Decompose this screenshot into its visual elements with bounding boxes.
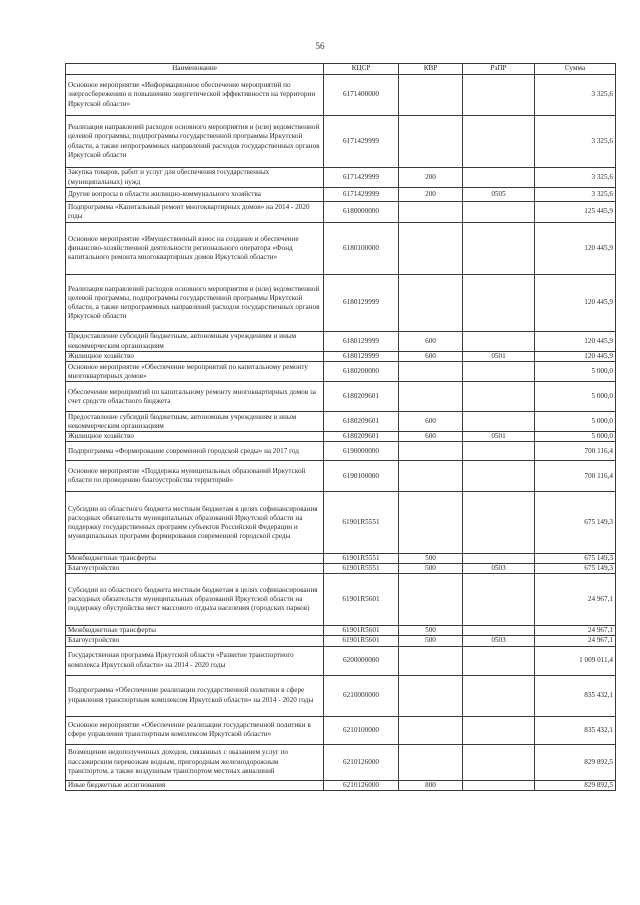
row-kvr [399,716,463,744]
row-name: Межбюджетные трансферты [66,554,324,564]
table-row [66,780,616,790]
row-kcsr: 6210126000 [324,780,399,790]
row-name: Субсидии из областного бюджета местным бюджетам в целях софинансирования расходных обязательств муниципальных образований Иркутской области на поддержку государственных программ субъектов Российской Федерации и муниципальных программ формирования современной городской среды [66,492,324,554]
row-kvr [399,275,463,332]
row-rzpr: 0501 [463,432,535,442]
row-sum: 829 892,5 [535,780,616,790]
row-sum: 700 116,4 [535,461,616,492]
row-kvr: 600 [399,432,463,442]
row-kcsr: 6180129999 [324,332,399,352]
row-rzpr [463,554,535,564]
row-kvr [399,202,463,223]
row-rzpr [463,744,535,780]
row-kvr: 500 [399,636,463,646]
row-kcsr: 6180200000 [324,362,399,382]
row-rzpr [463,362,535,382]
row-name: Основное мероприятие «Имущественный взнос на создание и обеспечение финансово-хозяйственной деятельности регионального оператора «Фонд капитального ремонта многоквартирных домов Иркутской области» [66,223,324,275]
row-name: Подпрограмма «Формирование современной городской среды» на 2017 год [66,442,324,461]
row-kcsr: 6180100000 [324,223,399,275]
table-row [66,716,616,744]
row-rzpr [463,75,535,116]
table-row [66,744,616,780]
row-sum: 3 325,6 [535,168,616,188]
table-row [66,352,616,362]
table-row [66,554,616,564]
row-rzpr [463,275,535,332]
row-sum: 829 892,5 [535,744,616,780]
row-kvr [399,646,463,675]
row-kcsr: 61901R5601 [324,626,399,636]
row-sum: 120 445,9 [535,223,616,275]
row-rzpr [463,646,535,675]
row-kvr: 200 [399,168,463,188]
row-rzpr: 0505 [463,188,535,202]
row-kcsr: 61901R5551 [324,564,399,574]
row-kvr [399,75,463,116]
row-sum: 675 149,3 [535,564,616,574]
row-sum: 5 000,0 [535,362,616,382]
table-row [66,382,616,412]
row-kvr [399,492,463,554]
row-rzpr [463,492,535,554]
row-kcsr: 6180209601 [324,432,399,442]
row-name: Реализация направлений расходов основного мероприятия и (или) ведомственной целевой программы, подпрограммы государственной программы Иркутской области, а также непрограммных направлений расходов государственных органов Иркутской области [66,275,324,332]
row-name: Жилищное хозяйство [66,352,324,362]
row-name: Государственная программа Иркутской области «Развитие транспортного комплекса Иркутской области» на 2014 - 2020 годы [66,646,324,675]
row-sum: 120 445,9 [535,275,616,332]
row-name: Основное мероприятие «Поддержка муниципальных образований Иркутской области по проведению благоустройства территорий» [66,461,324,492]
table-row [66,168,616,188]
row-sum: 5 000,0 [535,382,616,412]
row-rzpr [463,442,535,461]
table-row [66,564,616,574]
table-row [66,188,616,202]
row-sum: 125 445,9 [535,202,616,223]
row-kcsr: 61901R5551 [324,492,399,554]
row-kvr [399,362,463,382]
row-kvr [399,461,463,492]
row-name: Иные бюджетные ассигнования [66,780,324,790]
row-kcsr: 61901R5601 [324,636,399,646]
table-row [66,275,616,332]
row-sum: 120 445,9 [535,332,616,352]
table-row [66,442,616,461]
table-row [66,636,616,646]
row-kcsr: 6180129999 [324,352,399,362]
row-kcsr: 6180209601 [324,412,399,432]
row-rzpr: 0503 [463,564,535,574]
row-rzpr [463,382,535,412]
row-rzpr [463,116,535,168]
row-name: Закупка товаров, работ и услуг для обеспечения государственных (муниципальных) нужд [66,168,324,188]
table-row [66,202,616,223]
row-name: Основное мероприятие «Информационное обеспечение мероприятий по энергосбережению и повышению энергетической эффективности на территории Иркутской области» [66,75,324,116]
header-rzpr: РзПР [463,64,535,75]
row-rzpr [463,675,535,716]
row-kcsr: 6210000000 [324,675,399,716]
row-kvr [399,442,463,461]
row-kcsr: 61901R5601 [324,574,399,626]
table-row [66,626,616,636]
row-sum: 3 325,6 [535,75,616,116]
table-row [66,362,616,382]
table-header-row [66,64,616,75]
row-kcsr: 6180000000 [324,202,399,223]
row-sum: 5 000,0 [535,412,616,432]
row-rzpr [463,332,535,352]
row-rzpr: 0501 [463,352,535,362]
table-row [66,675,616,716]
row-name: Благоустройство [66,636,324,646]
table-row [66,646,616,675]
table-body [66,75,616,791]
row-sum: 24 967,1 [535,626,616,636]
table-row [66,432,616,442]
page-number: 56 [315,41,325,51]
row-rzpr [463,168,535,188]
header-kvr: КВР [399,64,463,75]
table-row [66,412,616,432]
row-rzpr: 0503 [463,636,535,646]
row-kvr: 500 [399,554,463,564]
table-row [66,223,616,275]
row-sum: 24 967,1 [535,574,616,626]
row-rzpr [463,412,535,432]
row-name: Предоставление субсидий бюджетным, автономным учреждениям и иным некоммерческим организациям [66,412,324,432]
header-name: Наименование [66,64,324,75]
budget-table [65,63,616,791]
row-sum: 3 325,6 [535,116,616,168]
table-row [66,574,616,626]
row-kvr: 200 [399,188,463,202]
row-rzpr [463,780,535,790]
row-kvr [399,223,463,275]
row-sum: 5 000,0 [535,432,616,442]
row-kcsr: 6171429999 [324,168,399,188]
row-sum: 835 432,1 [535,675,616,716]
row-kvr: 500 [399,564,463,574]
row-kvr: 600 [399,352,463,362]
header-sum: Сумма [535,64,616,75]
row-name: Благоустройство [66,564,324,574]
row-kvr [399,744,463,780]
row-name: Другие вопросы в области жилищно-коммунального хозяйства [66,188,324,202]
row-kcsr: 6190100000 [324,461,399,492]
row-name: Подпрограмма «Капитальный ремонт многоквартирных домов» на 2014 - 2020 годы [66,202,324,223]
row-kcsr: 6190000000 [324,442,399,461]
table-row [66,332,616,352]
row-name: Жилищное хозяйство [66,432,324,442]
row-kvr: 800 [399,780,463,790]
row-rzpr [463,574,535,626]
row-kvr [399,675,463,716]
row-kcsr: 6210126000 [324,744,399,780]
row-kvr: 600 [399,412,463,432]
table-row [66,75,616,116]
row-kvr [399,116,463,168]
row-sum: 1 009 011,4 [535,646,616,675]
row-name: Основное мероприятие «Обеспечение реализации государственной политики в сфере управления транспортным комплексом Иркутской области» [66,716,324,744]
row-kcsr: 6171429999 [324,116,399,168]
header-kcsr: КЦСР [324,64,399,75]
row-sum: 835 432,1 [535,716,616,744]
table-row [66,116,616,168]
row-sum: 3 325,6 [535,188,616,202]
row-kvr [399,382,463,412]
row-sum: 120 445,9 [535,352,616,362]
row-kcsr: 6171429999 [324,188,399,202]
row-kcsr: 6180129999 [324,275,399,332]
row-sum: 675 149,3 [535,492,616,554]
row-name: Межбюджетные трансферты [66,626,324,636]
row-sum: 700 116,4 [535,442,616,461]
row-rzpr [463,461,535,492]
row-name: Основное мероприятие «Обеспечение мероприятий по капитальному ремонту многоквартирных домов» [66,362,324,382]
row-rzpr [463,202,535,223]
row-name: Реализация направлений расходов основного мероприятия и (или) ведомственной целевой программы, подпрограммы государственной программы Иркутской области, а также непрограммных направлений расходов государственных органов Иркутской области [66,116,324,168]
row-kvr [399,574,463,626]
row-rzpr [463,223,535,275]
row-kcsr: 6210100000 [324,716,399,744]
row-name: Возмещение недополученных доходов, связанных с оказанием услуг по пассажирским перевозкам водным, пригородным железнодорожным транспортом, а также воздушным транспортом местных авиалиний [66,744,324,780]
row-name: Подпрограмма «Обеспечение реализации государственной политики в сфере управления транспортным комплексом Иркутской области» на 2014 - 2020 годы [66,675,324,716]
row-name: Предоставление субсидий бюджетным, автономным учреждениям и иным некоммерческим организациям [66,332,324,352]
table-row [66,461,616,492]
row-name: Субсидии из областного бюджета местным бюджетам в целях софинансирования расходных обязательств муниципальных образований Иркутской области на поддержку обустройства мест массового отдыха населения (городских парков) [66,574,324,626]
row-kvr: 500 [399,626,463,636]
row-kcsr: 61901R5551 [324,554,399,564]
table-row [66,492,616,554]
row-rzpr [463,626,535,636]
row-kcsr: 6171400000 [324,75,399,116]
row-sum: 24 967,1 [535,636,616,646]
row-kvr: 600 [399,332,463,352]
row-sum: 675 149,3 [535,554,616,564]
row-rzpr [463,716,535,744]
row-kcsr: 6180209601 [324,382,399,412]
row-name: Обеспечение мероприятий по капитальному ремонту многоквартирных домов за счет средств областного бюджета [66,382,324,412]
row-kcsr: 6200000000 [324,646,399,675]
